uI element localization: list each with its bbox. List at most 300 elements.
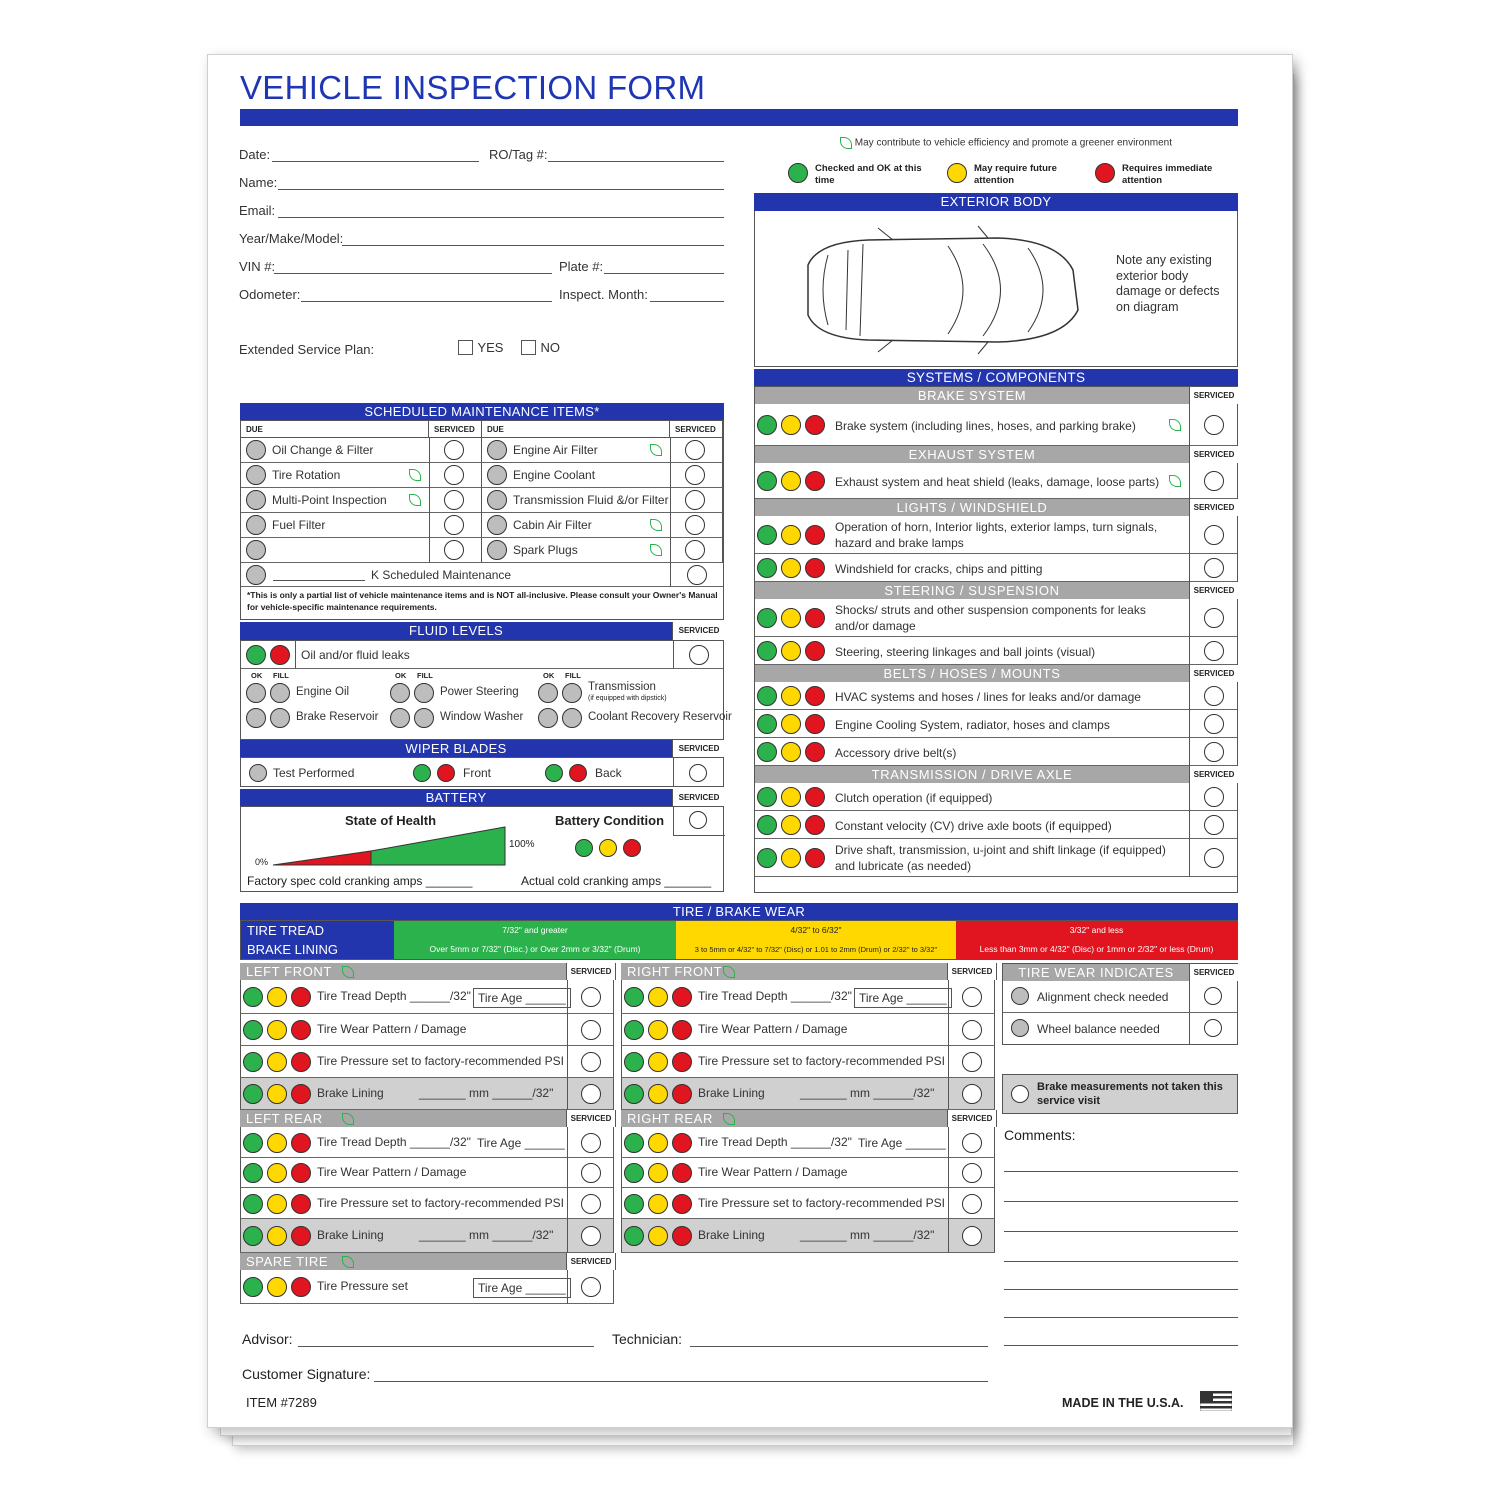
tire-serviced-circle[interactable] xyxy=(962,1226,982,1246)
tire-row-red-dot[interactable] xyxy=(672,987,692,1007)
section-header-2: LIGHTS / WINDSHIELD xyxy=(755,499,1189,516)
rr-header: RIGHT REAR xyxy=(621,1110,947,1127)
brake-not-taken-box xyxy=(1002,1074,1238,1114)
due-dot[interactable] xyxy=(246,540,266,560)
comments-line[interactable] xyxy=(1004,1261,1238,1262)
tire-row-label: Tire Wear Pattern / Damage xyxy=(317,1165,467,1179)
tire-row-yellow-dot[interactable] xyxy=(267,1194,287,1214)
system-item-red-dot[interactable] xyxy=(805,415,825,435)
tire-row-red-dot[interactable] xyxy=(672,1052,692,1072)
balance-serviced-circle[interactable] xyxy=(1204,1019,1222,1037)
fluid-serviced-circle[interactable] xyxy=(689,645,709,665)
tire-serviced-circle[interactable] xyxy=(581,1194,601,1214)
fill-dot[interactable] xyxy=(562,683,582,703)
no-checkbox[interactable] xyxy=(521,340,536,355)
tire-row-red-dot[interactable] xyxy=(291,1163,311,1183)
fluid-item-label: Coolant Recovery Reservoir xyxy=(588,711,732,723)
serviced-circle[interactable] xyxy=(444,440,464,460)
tire-age-field[interactable]: Tire Age ______ xyxy=(477,1135,565,1150)
comments-line[interactable] xyxy=(1004,1201,1238,1202)
system-item-yellow-dot[interactable] xyxy=(781,714,801,734)
battery-serviced-circle[interactable] xyxy=(689,811,707,829)
ymm-field[interactable] xyxy=(342,245,724,246)
system-item-green-dot[interactable] xyxy=(757,608,777,628)
tire-row-red-dot[interactable] xyxy=(672,1194,692,1214)
system-item-label: Constant velocity (CV) drive axle boots (if equipped) xyxy=(835,818,1112,833)
tire-serviced-circle[interactable] xyxy=(581,987,601,1007)
tire-row-green-dot[interactable] xyxy=(243,1084,263,1104)
tire-row-green-dot[interactable] xyxy=(243,1277,263,1297)
tire-row-yellow-dot[interactable] xyxy=(267,987,287,1007)
system-item-yellow-dot[interactable] xyxy=(781,742,801,762)
system-item-yellow-dot[interactable] xyxy=(781,471,801,491)
yes-checkbox[interactable] xyxy=(458,340,473,355)
back-label: Back xyxy=(595,766,622,780)
tire-row-green-dot[interactable] xyxy=(624,987,644,1007)
tire-row-yellow-dot[interactable] xyxy=(267,1226,287,1246)
brake-not-taken-circle[interactable] xyxy=(1011,1085,1029,1103)
tire-serviced-circle[interactable] xyxy=(581,1084,601,1104)
balance-row xyxy=(1003,1013,1237,1044)
comments-line[interactable] xyxy=(1004,1231,1238,1232)
red-dot-icon xyxy=(1095,163,1115,183)
tire-tread-label: TIRE TREAD xyxy=(247,923,325,938)
divider xyxy=(673,758,674,786)
battery-yellow-dot[interactable] xyxy=(599,839,617,857)
divider xyxy=(1189,738,1190,766)
fluid-item-label: Transmission xyxy=(588,681,656,693)
tire-row xyxy=(621,1188,995,1219)
tire-row-label: Tire Pressure set to factory-recommended PSI xyxy=(698,1195,945,1210)
tire-row-green-dot[interactable] xyxy=(243,1194,263,1214)
wiper-serviced-circle[interactable] xyxy=(689,764,707,782)
green-note-text: May contribute to vehicle efficiency and promote a greener environment xyxy=(854,137,1172,149)
tire-row-yellow-dot[interactable] xyxy=(648,1084,668,1104)
tire-row-yellow-dot[interactable] xyxy=(648,1052,668,1072)
section-header-4: BELTS / HOSES / MOUNTS xyxy=(755,665,1189,682)
serviced-circle[interactable] xyxy=(444,490,464,510)
technician-field[interactable] xyxy=(690,1346,988,1347)
system-item-yellow-dot[interactable] xyxy=(781,415,801,435)
vin-field[interactable] xyxy=(274,273,552,274)
legend-green xyxy=(788,163,938,187)
system-item-red-dot[interactable] xyxy=(805,608,825,628)
due-dot[interactable] xyxy=(487,440,507,460)
system-item-red-dot[interactable] xyxy=(805,848,825,868)
tire-row-green-dot[interactable] xyxy=(243,1226,263,1246)
tire-row-green-dot[interactable] xyxy=(624,1194,644,1214)
balance-dot[interactable] xyxy=(1011,1019,1029,1037)
system-item-green-dot[interactable] xyxy=(757,787,777,807)
battery-red-dot[interactable] xyxy=(623,839,641,857)
alignment-dot[interactable] xyxy=(1011,987,1029,1005)
due-dot[interactable] xyxy=(246,515,266,535)
yellow-tread-range: 4/32" to 6/32" xyxy=(790,925,842,935)
system-item-yellow-dot[interactable] xyxy=(781,815,801,835)
fluid-leaks-label: Oil and/or fluid leaks xyxy=(301,648,410,662)
tire-row xyxy=(621,1046,995,1078)
divider xyxy=(567,1127,568,1158)
brake-measure-field[interactable]: _______ mm ______/32" xyxy=(800,1228,935,1242)
tire-row xyxy=(240,1046,614,1078)
tire-row-red-dot[interactable] xyxy=(291,1194,311,1214)
tire-serviced-circle[interactable] xyxy=(962,1052,982,1072)
system-item-green-dot[interactable] xyxy=(757,686,777,706)
due-dot[interactable] xyxy=(487,540,507,560)
tire-serviced-circle[interactable] xyxy=(962,987,982,1007)
tire-row xyxy=(621,1219,995,1253)
battery-green-dot[interactable] xyxy=(575,839,593,857)
tire-row-green-dot[interactable] xyxy=(624,1133,644,1153)
system-item-serviced-circle[interactable] xyxy=(1204,787,1224,807)
fill-dot[interactable] xyxy=(414,683,434,703)
tire-row xyxy=(240,980,614,1014)
tire-serviced-circle[interactable] xyxy=(962,1020,982,1040)
system-item-serviced-circle[interactable] xyxy=(1204,848,1224,868)
back-green-dot[interactable] xyxy=(545,764,563,782)
tire-row-yellow-dot[interactable] xyxy=(267,1020,287,1040)
system-item-serviced-circle[interactable] xyxy=(1204,471,1224,491)
maintenance-row xyxy=(241,538,482,563)
divider xyxy=(1189,463,1190,499)
system-item-serviced-circle[interactable] xyxy=(1204,714,1224,734)
tire-row-green-dot[interactable] xyxy=(624,1226,644,1246)
tire-age-field[interactable]: Tire Age ______ xyxy=(854,988,952,1008)
divider xyxy=(429,463,430,488)
no-label: NO xyxy=(540,340,560,355)
tire-row-green-dot[interactable] xyxy=(624,1020,644,1040)
system-item-red-dot[interactable] xyxy=(805,714,825,734)
system-item-green-dot[interactable] xyxy=(757,525,777,545)
tire-row-green-dot[interactable] xyxy=(243,1163,263,1183)
divider xyxy=(948,1046,949,1078)
ok-dot[interactable] xyxy=(390,683,410,703)
divider xyxy=(948,980,949,1014)
system-item-green-dot[interactable] xyxy=(757,714,777,734)
system-item-red-dot[interactable] xyxy=(805,787,825,807)
date-field[interactable] xyxy=(272,161,479,162)
divider xyxy=(429,438,430,463)
state-of-health-gauge[interactable] xyxy=(271,825,507,867)
customer-signature-field[interactable] xyxy=(374,1381,988,1382)
fill-label: FILL xyxy=(565,671,581,680)
tire-serviced-label: SERVICED xyxy=(566,1253,616,1270)
system-item-green-dot[interactable] xyxy=(757,815,777,835)
tire-serviced-circle[interactable] xyxy=(581,1163,601,1183)
tire-row-label: Tire Tread Depth ______/32" xyxy=(317,1134,471,1149)
system-item-green-dot[interactable] xyxy=(757,742,777,762)
system-item-yellow-dot[interactable] xyxy=(781,525,801,545)
divider xyxy=(948,1219,949,1253)
system-item-serviced-circle[interactable] xyxy=(1204,415,1224,435)
tire-row-red-dot[interactable] xyxy=(672,1226,692,1246)
tire-row-green-dot[interactable] xyxy=(243,1133,263,1153)
tire-row-red-dot[interactable] xyxy=(291,1133,311,1153)
tire-row-green-dot[interactable] xyxy=(243,987,263,1007)
system-item-red-dot[interactable] xyxy=(805,815,825,835)
plate-field[interactable] xyxy=(604,273,724,274)
brake-measure-field[interactable]: _______ mm ______/32" xyxy=(419,1086,554,1100)
tire-brake-header: TIRE / BRAKE WEAR xyxy=(240,903,1238,920)
comments-line[interactable] xyxy=(1004,1317,1238,1318)
tire-row-yellow-dot[interactable] xyxy=(267,1052,287,1072)
serviced-circle[interactable] xyxy=(685,540,705,560)
ok-label: OK xyxy=(395,671,407,680)
leaks-red-dot[interactable] xyxy=(270,645,290,665)
fill-label: FILL xyxy=(273,671,289,680)
system-item-yellow-dot[interactable] xyxy=(781,608,801,628)
green-dot-icon xyxy=(788,163,808,183)
system-item-green-dot[interactable] xyxy=(757,641,777,661)
tire-row-yellow-dot[interactable] xyxy=(648,1133,668,1153)
system-item-label: Operation of horn, Interior lights, exterior lamps, turn signals, hazard and brake lamps xyxy=(835,520,1158,550)
tire-row-label: Tire Pressure set xyxy=(317,1279,408,1293)
zero-percent-label: 0% xyxy=(255,857,269,867)
system-item-green-dot[interactable] xyxy=(757,558,777,578)
tire-age-field[interactable]: Tire Age ______ xyxy=(473,988,571,1008)
factory-cca[interactable]: Factory spec cold cranking amps _______ xyxy=(247,874,473,888)
tire-row-red-dot[interactable] xyxy=(672,1163,692,1183)
us-flag-icon xyxy=(1200,1391,1232,1411)
tire-row-yellow-dot[interactable] xyxy=(648,1020,668,1040)
tire-row-green-dot[interactable] xyxy=(243,1020,263,1040)
transmission-note: (if equipped with dipstick) xyxy=(588,695,667,702)
tire-serviced-circle[interactable] xyxy=(581,1226,601,1246)
due-dot[interactable] xyxy=(487,490,507,510)
serviced-label: SERVICED xyxy=(429,421,482,438)
divider xyxy=(429,513,430,538)
tire-row-label: Tire Tread Depth ______/32" xyxy=(698,1134,852,1149)
tire-serviced-circle[interactable] xyxy=(581,1052,601,1072)
system-item-row xyxy=(755,839,1237,877)
tire-row xyxy=(240,1270,614,1304)
fluid-table xyxy=(240,640,732,740)
system-item-row xyxy=(755,637,1237,665)
tire-row xyxy=(240,1127,614,1158)
divider xyxy=(1189,637,1190,665)
fluid-header: FLUID LEVELS xyxy=(240,622,672,640)
system-item-red-dot[interactable] xyxy=(805,742,825,762)
tire-serviced-circle[interactable] xyxy=(962,1133,982,1153)
tire-serviced-label: SERVICED xyxy=(947,1110,997,1127)
system-item-red-dot[interactable] xyxy=(805,641,825,661)
ok-dot[interactable] xyxy=(538,708,558,728)
section-serviced-label: SERVICED xyxy=(1189,582,1238,599)
battery-header: BATTERY xyxy=(240,789,672,806)
yellow-dot-icon xyxy=(947,163,967,183)
fill-dot[interactable] xyxy=(414,708,434,728)
tire-row-red-dot[interactable] xyxy=(291,1084,311,1104)
comments-label: Comments: xyxy=(1004,1127,1076,1143)
comments-line[interactable] xyxy=(1004,1345,1238,1346)
tire-row-green-dot[interactable] xyxy=(243,1052,263,1072)
system-item-red-dot[interactable] xyxy=(805,471,825,491)
name-field[interactable] xyxy=(278,189,724,190)
serviced-circle[interactable] xyxy=(685,515,705,535)
system-item-serviced-circle[interactable] xyxy=(1204,558,1224,578)
car-diagram[interactable] xyxy=(788,220,1088,360)
tire-row-green-dot[interactable] xyxy=(624,1052,644,1072)
tire-row-red-dot[interactable] xyxy=(291,1052,311,1072)
system-item-label: HVAC systems and hoses / lines for leaks and/or damage xyxy=(835,689,1141,704)
due-dot[interactable] xyxy=(246,465,266,485)
tire-row-label: Brake Lining xyxy=(698,1228,765,1242)
system-item-serviced-circle[interactable] xyxy=(1204,742,1224,762)
technician-label: Technician: xyxy=(612,1331,683,1347)
tire-row-red-dot[interactable] xyxy=(672,1084,692,1104)
tire-row-yellow-dot[interactable] xyxy=(267,1277,287,1297)
due-dot[interactable] xyxy=(487,515,507,535)
k-maintenance-row xyxy=(241,563,723,587)
tire-serviced-circle[interactable] xyxy=(581,1020,601,1040)
system-item-green-dot[interactable] xyxy=(757,471,777,491)
tire-row-red-dot[interactable] xyxy=(672,1133,692,1153)
due-dot[interactable] xyxy=(246,440,266,460)
maintenance-row xyxy=(241,488,482,513)
divider xyxy=(1189,981,1190,1012)
brake-measure-field[interactable]: _______ mm ______/32" xyxy=(419,1228,554,1242)
tire-row-yellow-dot[interactable] xyxy=(648,1226,668,1246)
system-item-serviced-circle[interactable] xyxy=(1204,686,1224,706)
tire-serviced-circle[interactable] xyxy=(962,1194,982,1214)
tire-age-field[interactable]: Tire Age ______ xyxy=(858,1135,946,1150)
comments-line[interactable] xyxy=(1004,1171,1238,1172)
system-item-yellow-dot[interactable] xyxy=(781,787,801,807)
system-item-serviced-circle[interactable] xyxy=(1204,525,1224,545)
fill-dot[interactable] xyxy=(562,708,582,728)
system-item-red-dot[interactable] xyxy=(805,558,825,578)
tire-row-yellow-dot[interactable] xyxy=(267,1163,287,1183)
divider xyxy=(948,1014,949,1046)
serviced-circle[interactable] xyxy=(685,440,705,460)
tire-row-red-dot[interactable] xyxy=(291,1277,311,1297)
serviced-circle[interactable] xyxy=(444,515,464,535)
system-item-serviced-circle[interactable] xyxy=(1204,641,1224,661)
divider xyxy=(1189,839,1190,877)
odometer-field[interactable] xyxy=(301,301,552,302)
ok-dot[interactable] xyxy=(390,708,410,728)
system-item-label: Exhaust system and heat shield (leaks, damage, loose parts) xyxy=(835,474,1160,489)
maintenance-table xyxy=(240,420,724,620)
leaf-icon xyxy=(650,444,662,456)
tire-row-label: Tire Pressure set to factory-recommended PSI xyxy=(317,1195,564,1210)
ro-field[interactable] xyxy=(548,161,724,162)
tire-row xyxy=(621,1078,995,1110)
esp-yes[interactable] xyxy=(458,339,503,357)
system-item-red-dot[interactable] xyxy=(805,686,825,706)
maintenance-item-label: Engine Air Filter xyxy=(513,443,598,457)
divider xyxy=(1189,682,1190,710)
system-item-yellow-dot[interactable] xyxy=(781,848,801,868)
serviced-circle[interactable] xyxy=(685,490,705,510)
battery-box xyxy=(240,806,724,892)
tire-row xyxy=(621,980,995,1014)
due-dot[interactable] xyxy=(246,565,266,585)
tire-row-red-dot[interactable] xyxy=(291,1020,311,1040)
comments-line[interactable] xyxy=(1004,1289,1238,1290)
tire-row-yellow-dot[interactable] xyxy=(648,1163,668,1183)
actual-cca[interactable]: Actual cold cranking amps _______ xyxy=(521,874,712,888)
tire-row-yellow-dot[interactable] xyxy=(267,1133,287,1153)
serviced-circle[interactable] xyxy=(685,465,705,485)
system-item-yellow-dot[interactable] xyxy=(781,558,801,578)
system-item-row xyxy=(755,738,1237,766)
tire-serviced-circle[interactable] xyxy=(581,1277,601,1297)
alignment-serviced-circle[interactable] xyxy=(1204,987,1222,1005)
due-dot[interactable] xyxy=(487,465,507,485)
tire-row-yellow-dot[interactable] xyxy=(267,1084,287,1104)
system-item-serviced-circle[interactable] xyxy=(1204,608,1224,628)
system-item-red-dot[interactable] xyxy=(805,525,825,545)
system-item-yellow-dot[interactable] xyxy=(781,686,801,706)
system-item-yellow-dot[interactable] xyxy=(781,641,801,661)
title-rule xyxy=(240,109,1238,126)
ok-dot[interactable] xyxy=(538,683,558,703)
tire-serviced-circle[interactable] xyxy=(581,1133,601,1153)
test-performed-dot[interactable] xyxy=(249,764,267,782)
tire-row-yellow-dot[interactable] xyxy=(648,1194,668,1214)
system-item-green-dot[interactable] xyxy=(757,415,777,435)
tire-row-label: Tire Pressure set to factory-recommended PSI xyxy=(698,1054,945,1068)
tire-row-red-dot[interactable] xyxy=(291,1226,311,1246)
divider xyxy=(295,641,296,668)
fill-dot[interactable] xyxy=(270,683,290,703)
tire-serviced-circle[interactable] xyxy=(962,1163,982,1183)
tire-serviced-circle[interactable] xyxy=(962,1084,982,1104)
system-item-green-dot[interactable] xyxy=(757,848,777,868)
fill-dot[interactable] xyxy=(270,708,290,728)
due-label: DUE xyxy=(241,421,429,438)
fluid-item-label: Engine Oil xyxy=(296,686,350,698)
tire-row-green-dot[interactable] xyxy=(624,1163,644,1183)
system-item-label: Brake system (including lines, hoses, and parking brake) xyxy=(835,418,1136,433)
ok-dot[interactable] xyxy=(246,708,266,728)
maintenance-item-label: Oil Change & Filter xyxy=(272,443,374,457)
tire-row-red-dot[interactable] xyxy=(291,987,311,1007)
tire-row-label: Tire Wear Pattern / Damage xyxy=(698,1022,848,1036)
email-field[interactable] xyxy=(278,217,724,218)
leaks-green-dot[interactable] xyxy=(246,645,266,665)
front-green-dot[interactable] xyxy=(413,764,431,782)
tire-row-green-dot[interactable] xyxy=(624,1084,644,1104)
serviced-circle[interactable] xyxy=(687,565,707,585)
inspect-month-label: Inspect. Month: xyxy=(559,287,648,302)
brake-measure-field[interactable]: _______ mm ______/32" xyxy=(800,1086,935,1100)
front-label: Front xyxy=(463,766,492,780)
esp-label: Extended Service Plan: xyxy=(239,342,375,357)
tire-row-yellow-dot[interactable] xyxy=(648,987,668,1007)
k-blank-line[interactable] xyxy=(273,580,365,581)
ok-dot[interactable] xyxy=(246,683,266,703)
back-red-dot[interactable] xyxy=(569,764,587,782)
system-item-label: Engine Cooling System, radiator, hoses and clamps xyxy=(835,717,1110,732)
system-item-serviced-circle[interactable] xyxy=(1204,815,1224,835)
serviced-circle[interactable] xyxy=(444,465,464,485)
serviced-circle[interactable] xyxy=(444,540,464,560)
inspect-month-field[interactable] xyxy=(650,301,724,302)
divider xyxy=(948,1078,949,1110)
maintenance-row xyxy=(482,538,723,563)
leaf-icon xyxy=(650,519,662,531)
tire-row-red-dot[interactable] xyxy=(672,1020,692,1040)
esp-no[interactable] xyxy=(521,339,560,357)
tire-age-field[interactable]: Tire Age ______ xyxy=(473,1278,571,1298)
due-dot[interactable] xyxy=(246,490,266,510)
front-red-dot[interactable] xyxy=(437,764,455,782)
advisor-field[interactable] xyxy=(298,1346,594,1347)
leaf-icon xyxy=(650,544,662,556)
wiper-row xyxy=(240,757,724,787)
